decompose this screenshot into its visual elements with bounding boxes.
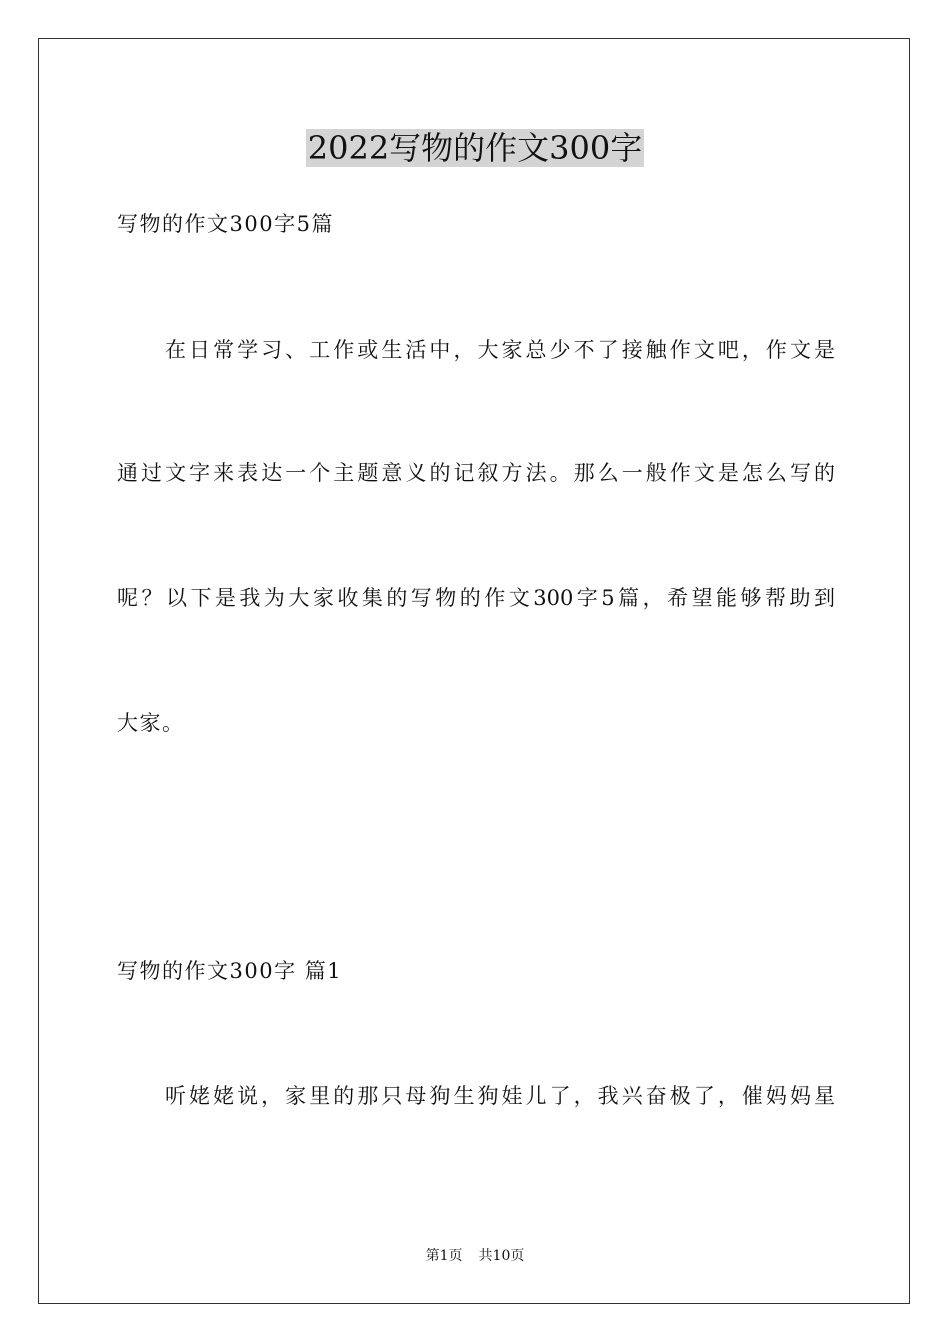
document-title-text: 2022写物的作文300字 [307, 129, 643, 167]
paragraph-line: 呢？以下是我为大家收集的写物的作文300字5篇，希望能够帮助到 [117, 586, 835, 610]
page-total: 共10页 [478, 1248, 525, 1264]
paragraph-line: 通过文字来表达一个主题意义的记叙方法。那么一般作文是怎么写的 [117, 461, 835, 485]
paragraph-line: 大家。 [117, 711, 185, 735]
document-subtitle: 写物的作文300字5篇 [117, 212, 334, 236]
section-heading: 写物的作文300字 篇1 [117, 959, 343, 983]
page-footer [0, 1247, 950, 1265]
document-title [0, 128, 950, 168]
page-number: 第1页 [425, 1248, 463, 1264]
paragraph-line: 在日常学习、工作或生活中，大家总少不了接触作文吧，作文是 [165, 338, 835, 362]
paragraph-line: 听姥姥说，家里的那只母狗生狗娃儿了，我兴奋极了，催妈妈星 [165, 1084, 835, 1108]
